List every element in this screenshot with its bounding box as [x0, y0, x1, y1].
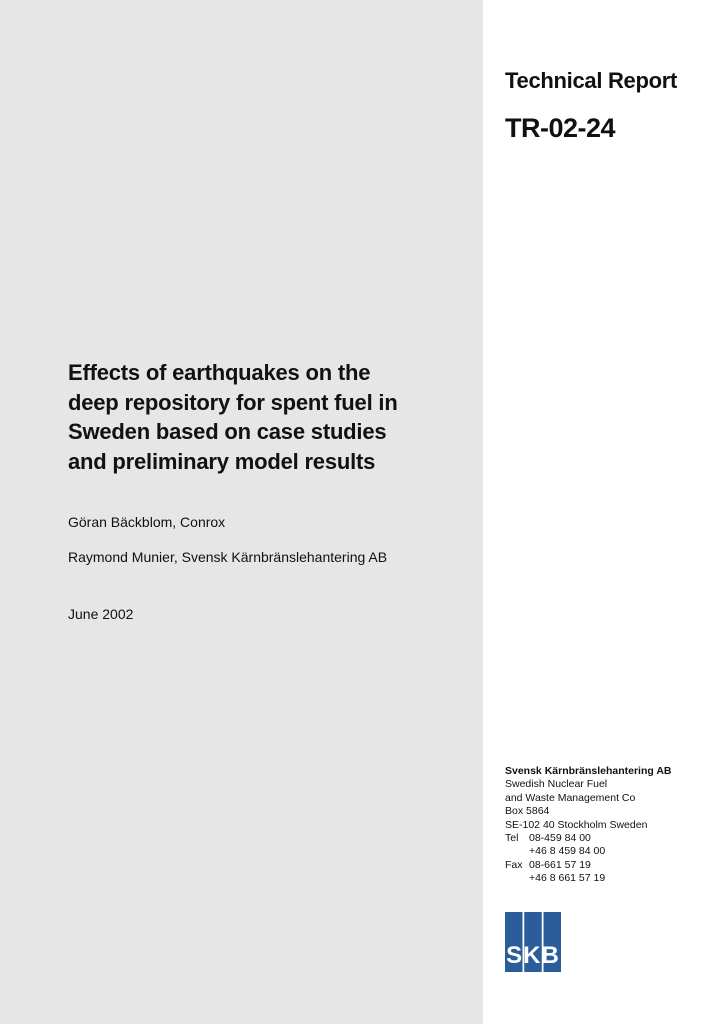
report-type-heading: Technical Report — [505, 68, 678, 93]
report-number: TR-02-24 — [505, 113, 616, 143]
tel-label: Tel — [505, 832, 519, 845]
author-1: Göran Bäckblom, Conrox — [68, 514, 226, 530]
report-title-line: Sweden based on case studies — [68, 419, 387, 444]
fax-number: 08-661 57 19 — [529, 858, 591, 871]
fax-row — [505, 859, 715, 872]
tel-number: 08-459 84 00 — [529, 832, 591, 845]
publisher-line: Box 5864 — [505, 805, 550, 818]
tel-number-intl: +46 8 459 84 00 — [529, 845, 606, 858]
report-title-line: Effects of earthquakes on the — [68, 360, 371, 385]
skb-logo-icon — [505, 912, 561, 972]
fax-label: Fax — [505, 858, 523, 871]
publication-date: June 2002 — [68, 606, 134, 622]
tel-row — [505, 832, 715, 845]
publisher-name: Svensk Kärnbränslehantering AB — [505, 765, 672, 777]
report-title — [68, 358, 468, 476]
report-title-line: deep repository for spent fuel in — [68, 389, 398, 415]
svg-text:SKB: SKB — [506, 942, 560, 969]
fax-number-intl: +46 8 661 57 19 — [529, 872, 606, 885]
publisher-block — [505, 765, 715, 886]
publisher-line: SE-102 40 Stockholm Sweden — [505, 818, 648, 831]
author-2: Raymond Munier, Svensk Kärnbränslehantering AB — [68, 549, 388, 565]
report-title-line: and preliminary model results — [68, 448, 376, 474]
cover-right-panel — [483, 0, 724, 1024]
publisher-line: Swedish Nuclear Fuel — [505, 778, 608, 791]
publisher-line: and Waste Management Co — [505, 791, 636, 804]
fax-row-intl — [505, 872, 715, 885]
tel-row-intl — [505, 845, 715, 858]
